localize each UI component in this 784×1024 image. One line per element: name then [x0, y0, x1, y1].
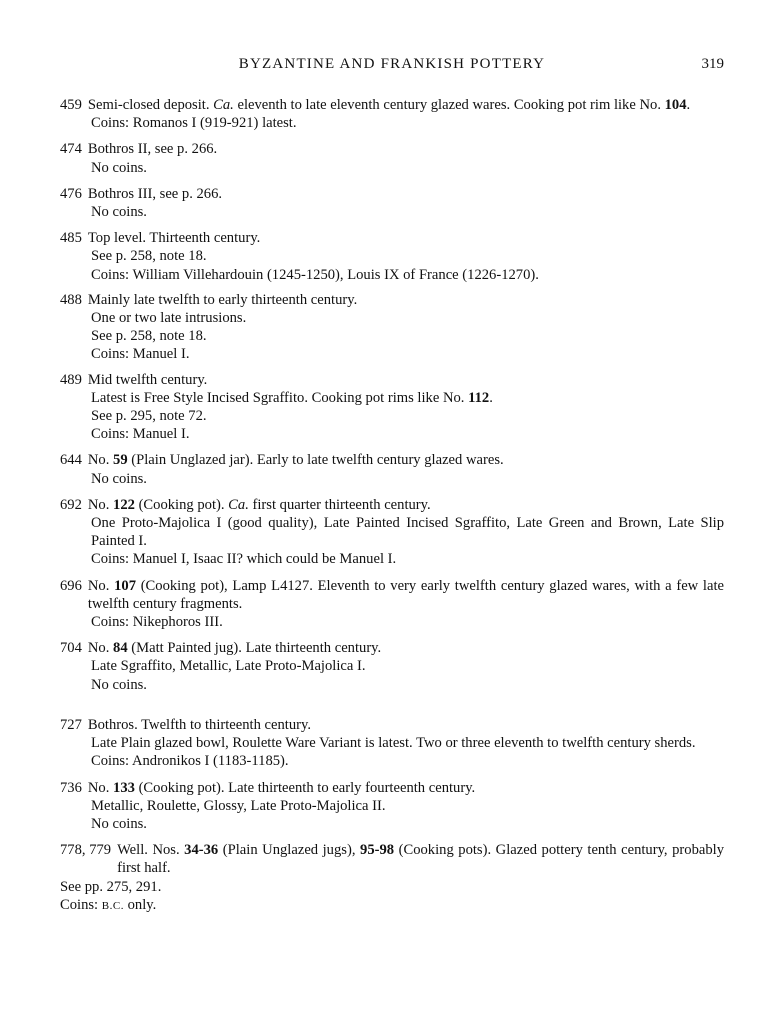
- entry-detail-line: [60, 203, 724, 221]
- text-run: (Cooking pots). Glazed pottery tenth century, probably first half.: [117, 842, 724, 877]
- text-run: No coins.: [91, 204, 147, 221]
- entry-description: [117, 841, 724, 877]
- entry-detail-line: [60, 247, 724, 265]
- text-run: Top level. Thirteenth century.: [87, 230, 261, 247]
- text-run: (Plain Unglazed jugs),: [218, 842, 361, 859]
- text-run: (Cooking pot). Late thirteenth to early fourteenth century.: [134, 779, 476, 796]
- entry-description: [88, 185, 724, 203]
- deposit-entry: [60, 451, 724, 487]
- text-run: Mainly late twelfth to early thirteenth century.: [87, 291, 358, 308]
- entry-description: [88, 291, 724, 309]
- text-run: Late Sgraffito, Metallic, Late Proto-Majolica I.: [91, 658, 366, 675]
- catalogue-number-ref: 34-36: [184, 842, 219, 859]
- text-run: No.: [87, 496, 114, 513]
- page-number: 319: [701, 56, 724, 72]
- entry-detail-line: [60, 266, 724, 284]
- deposit-entry: [60, 371, 724, 444]
- text-run: .: [686, 97, 691, 113]
- deposit-number: 485: [60, 230, 82, 247]
- text-run: Latest is Free Style Incised Sgraffito. Cooking pot rims like No.: [91, 389, 469, 406]
- entry-detail-line: [60, 657, 724, 675]
- catalogue-number-ref: 112: [468, 389, 490, 406]
- deposit-entry: [60, 229, 724, 284]
- text-run: Bothros III, see p. 266.: [87, 185, 223, 202]
- entry-description: [88, 96, 724, 114]
- entry-description: [88, 140, 724, 158]
- entry-detail-line: [60, 407, 724, 425]
- entry-detail-line: [60, 797, 724, 815]
- deposit-entry: [60, 577, 724, 632]
- entry-description: [88, 639, 724, 657]
- deposit-entry: [60, 639, 724, 694]
- entry-detail-line: [60, 309, 724, 327]
- deposit-number: 696: [60, 577, 82, 594]
- text-run: Bothros. Twelfth to thirteenth century.: [87, 716, 312, 733]
- entry-heading-line: [60, 291, 724, 309]
- entry-description: [88, 451, 724, 469]
- text-run: Well. Nos.: [117, 842, 185, 859]
- deposit-number: 736: [60, 779, 82, 796]
- text-run: See p. 295, note 72.: [91, 408, 207, 425]
- text-run: eleventh to late eleventh century glazed wares. Cooking pot rim like No.: [233, 97, 665, 113]
- text-run: Coins: Manuel I, Isaac II? which could be Manuel I.: [91, 551, 397, 568]
- text-run: See p. 258, note 18.: [91, 248, 207, 265]
- entry-detail-line: [60, 550, 724, 568]
- entry-detail-line: [60, 878, 724, 896]
- text-run: Late Plain glazed bowl, Roulette Ware Variant is latest. Two or three eleventh to twelfth century sherds.: [91, 735, 696, 752]
- deposit-entry: [60, 291, 724, 364]
- text-run: No.: [87, 640, 114, 657]
- entry-description: [88, 229, 724, 247]
- text-run: first quarter thirteenth century.: [248, 496, 431, 513]
- entry-heading-line: [60, 371, 724, 389]
- catalogue-number-ref: 59: [113, 452, 128, 469]
- text-run: Coins: Andronikos I (1183-1185).: [91, 753, 289, 770]
- entry-detail-line: [60, 896, 724, 915]
- deposit-list: [60, 96, 724, 915]
- catalogue-number-ref: 104: [664, 97, 687, 113]
- entry-detail-line: [60, 752, 724, 770]
- text-run: No.: [87, 452, 114, 469]
- entry-heading-line: [60, 716, 724, 734]
- deposit-number: 474: [60, 141, 82, 158]
- entry-detail-line: [60, 613, 724, 631]
- entry-detail-line: [60, 425, 724, 443]
- text-run: No.: [87, 577, 115, 594]
- entry-heading-line: [60, 577, 724, 613]
- deposit-entry: [60, 140, 724, 176]
- text-run: (Cooking pot), Lamp L4127. Eleventh to very early twelfth century glazed wares, with a few late twelfth century fragments.: [87, 577, 724, 612]
- deposit-number: 727: [60, 716, 82, 733]
- entry-heading-line: [60, 185, 724, 203]
- entry-description: [88, 371, 724, 389]
- deposit-entry: [60, 841, 724, 915]
- text-run: Coins: William Villehardouin (1245-1250), Louis IX of France (1226-1270).: [91, 266, 539, 283]
- deposit-number: 476: [60, 185, 82, 202]
- entry-detail-line: [60, 114, 724, 132]
- entry-description: [88, 779, 724, 797]
- text-run: Ca.: [213, 97, 234, 113]
- deposit-number: 704: [60, 640, 82, 657]
- entry-detail-line: [60, 734, 724, 752]
- text-run: only.: [123, 896, 157, 913]
- entry-detail-line: [60, 676, 724, 694]
- text-run: Bothros II, see p. 266.: [87, 141, 218, 158]
- deposit-entry: [60, 185, 724, 221]
- deposit-number: 489: [60, 371, 82, 388]
- page-header: [0, 56, 784, 80]
- entry-heading-line: [60, 841, 724, 877]
- text-run: Coins: Manuel I.: [91, 346, 190, 363]
- text-run: (Matt Painted jug). Late thirteenth century.: [127, 640, 382, 657]
- deposit-number: 488: [60, 291, 82, 308]
- catalogue-number-ref: 122: [113, 496, 135, 513]
- entry-heading-line: [60, 639, 724, 657]
- catalogue-number-ref: 133: [113, 779, 135, 796]
- deposit-number: 459: [60, 97, 82, 113]
- entry-description: [88, 716, 724, 734]
- text-run: Coins: Nikephoros III.: [91, 614, 223, 631]
- text-run: One or two late intrusions.: [91, 310, 247, 327]
- text-run: Coins:: [60, 896, 102, 913]
- catalogue-number-ref: 95-98: [360, 842, 395, 859]
- text-run: Semi-closed deposit.: [87, 97, 214, 113]
- text-run: .: [489, 389, 493, 406]
- entry-heading-line: [60, 451, 724, 469]
- entry-detail-line: [60, 327, 724, 345]
- text-run: B.C.: [101, 899, 124, 912]
- entry-detail-line: [60, 470, 724, 488]
- text-run: Coins: Romanos I (919-921) latest.: [91, 115, 297, 132]
- deposit-entry: [60, 716, 724, 771]
- entry-detail-line: [60, 815, 724, 833]
- catalogue-number-ref: 107: [114, 577, 136, 594]
- text-run: No.: [87, 779, 114, 796]
- entry-heading-line: [60, 229, 724, 247]
- text-run: See pp. 275, 291.: [60, 878, 162, 895]
- running-title: BYZANTINE AND FRANKISH POTTERY: [238, 56, 546, 72]
- catalogue-number-ref: 84: [113, 640, 128, 657]
- text-run: No coins.: [91, 159, 147, 176]
- text-run: One Proto-Majolica I (good quality), Late Painted Incised Sgraffito, Late Green and Brown, Late Slip Painted I.: [91, 515, 724, 550]
- deposit-entry: [60, 96, 724, 132]
- deposit-number: 644: [60, 452, 82, 469]
- deposit-number: 692: [60, 496, 82, 513]
- text-run: No coins.: [91, 815, 147, 832]
- entry-detail-line: [60, 389, 724, 407]
- entry-detail-line: [60, 345, 724, 363]
- entry-detail-line: [60, 159, 724, 177]
- text-run: See p. 258, note 18.: [91, 328, 207, 345]
- text-run: (Cooking pot).: [134, 496, 229, 513]
- text-run: (Plain Unglazed jar). Early to late twelfth century glazed wares.: [127, 452, 504, 469]
- entry-heading-line: [60, 779, 724, 797]
- text-run: Metallic, Roulette, Glossy, Late Proto-Majolica II.: [91, 797, 386, 814]
- deposit-entry: [60, 496, 724, 569]
- entry-heading-line: [60, 96, 724, 114]
- deposit-entry: [60, 779, 724, 834]
- entry-description: [88, 577, 724, 613]
- text-run: Coins: Manuel I.: [91, 426, 190, 443]
- deposit-number: 778, 779: [60, 842, 112, 859]
- entry-heading-line: [60, 496, 724, 514]
- text-run: No coins.: [91, 470, 147, 487]
- entry-heading-line: [60, 140, 724, 158]
- entry-detail-line: [60, 514, 724, 550]
- text-run: Ca.: [228, 496, 249, 513]
- entry-description: [88, 496, 724, 514]
- text-run: No coins.: [91, 676, 147, 693]
- text-run: Mid twelfth century.: [87, 371, 208, 388]
